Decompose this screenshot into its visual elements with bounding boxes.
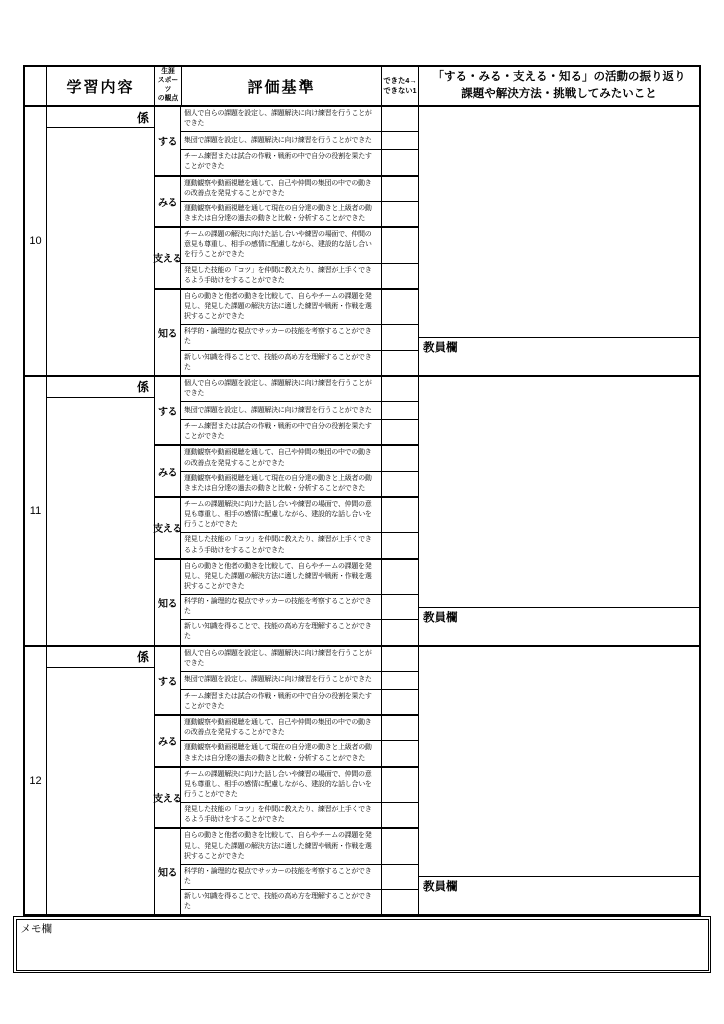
criteria-row [181,594,418,619]
learning-content-column [47,377,155,645]
perspective-group [155,226,418,288]
perspective-group-label: みる [155,716,181,766]
criteria-row [181,290,418,324]
rating-input-cell[interactable] [382,107,418,131]
criteria-row [181,889,418,914]
perspective-group-label: する [155,647,181,715]
criteria-row [181,107,418,131]
rating-input-cell[interactable] [382,647,418,671]
criteria-text: 運動観察や動画視聴を通して現在の自分達の動きと上級者の動きまたは自分達の過去の動きと比較・分析することができた [181,741,382,765]
criteria-rows [181,829,418,914]
criteria-row [181,149,418,174]
kakari-label: 係 [47,647,154,668]
criteria-row [181,471,418,496]
rating-input-cell[interactable] [382,690,418,714]
criteria-row [181,401,418,419]
month-block [25,377,699,647]
rating-input-cell[interactable] [382,150,418,174]
kakari-label: 係 [47,377,154,398]
perspective-group [155,444,418,496]
month-label: 11 [25,377,47,645]
criteria-rows [181,768,418,828]
month-block [25,107,699,377]
criteria-rows [181,647,418,715]
month-blocks-container [25,107,699,914]
rating-input-cell[interactable] [382,533,418,557]
criteria-row [181,864,418,889]
criteria-text: チームの課題解決に向けた話し合いや練習の場面で、仲間の意見も尊重し、相手の感情に配慮しながら、建設的な話し合いを行うことができた [181,768,382,802]
criteria-text: 発見した技能の「コツ」を仲間に教えたり、練習が上手くできるよう手助けをすることができた [181,533,382,557]
reflection-column-header: 「する・みる・支える・知る」の活動の振り返り 課題や解決方法・挑戦してみたいこと [432,71,686,100]
teacher-column-label: 教員欄 [423,341,458,354]
perspective-group-label: 知る [155,829,181,914]
criteria-text: チームの課題解決に向けた話し合いや練習の場面で、仲間の意見も尊重し、相手の感情に配慮しながら、建設的な話し合いを行うことができた [181,498,382,532]
learning-content-input-area[interactable] [47,398,154,645]
criteria-rows [181,446,418,496]
criteria-text: 個人で自らの課題を設定し、課題解決に向け練習を行うことができた [181,647,382,671]
perspective-group [155,377,418,445]
criteria-text: 集団で課題を設定し、課題解決に向け練習を行うことができた [181,132,382,149]
criteria-rows [181,290,418,375]
criteria-row [181,716,418,740]
memo-label: メモ欄 [20,922,52,935]
month-column-header [25,67,47,105]
rating-input-cell[interactable] [382,620,418,644]
teacher-column-label: 教員欄 [423,881,458,894]
criteria-row [181,350,418,375]
learning-content-input-area[interactable] [47,128,154,375]
reflection-column [419,107,699,375]
criteria-row [181,740,418,765]
criteria-rows [181,228,418,288]
rating-input-cell[interactable] [382,420,418,444]
perspective-group-label: する [155,377,181,445]
criteria-rows [181,107,418,175]
criteria-text: 発見した技能の「コツ」を仲間に教えたり、練習が上手くできるよう手助けをすることができた [181,264,382,288]
teacher-column-cell[interactable] [419,607,699,645]
criteria-rows [181,716,418,766]
evaluation-rubric-table [23,65,701,916]
criteria-rows [181,560,418,645]
criteria-text: チームの課題の解決に向けた話し合いや練習の場面で、仲間の意見も尊重し、相手の感情に配慮しながら、建設的な話し合いを行うことができた [181,228,382,262]
rating-input-cell[interactable] [382,560,418,594]
rating-input-cell[interactable] [382,741,418,765]
rating-input-cell[interactable] [382,498,418,532]
criteria-text: 新しい知識を得ることで、技能の高め方を理解することができた [181,351,382,375]
perspective-group [155,288,418,375]
criteria-text: 運動観察や動画視聴を通して現在の自分達の動きと上級者の動きまたは自分達の過去の動きと比較・分析することができた [181,202,382,226]
month-label: 12 [25,647,47,915]
criteria-row [181,647,418,671]
rating-input-cell[interactable] [382,472,418,496]
criteria-text: 発見した技能の「コツ」を仲間に教えたり、練習が上手くできるよう手助けをすることができた [181,803,382,827]
reflection-input-area[interactable] [419,377,699,607]
criteria-text: 運動観察や動画視聴を通して、自己や仲間の集団の中での動きの改善点を発見することができた [181,446,382,470]
learning-content-header: 学習内容 [47,67,155,105]
table-header-row [25,67,699,107]
rating-scale-header: できた4→ できない1 [382,67,419,105]
rating-input-cell[interactable] [382,803,418,827]
criteria-row [181,560,418,594]
criteria-row [181,498,418,532]
reflection-input-area[interactable] [419,107,699,337]
criteria-text: 新しい知識を得ることで、技能の高め方を理解することができた [181,890,382,914]
criteria-text: 運動観察や動画視聴を通して、自己や仲間の集団の中での動きの改善点を発見することができた [181,716,382,740]
perspective-group [155,558,418,645]
criteria-text: 運動観察や動画視聴を通して現在の自分達の動きと上級者の動きまたは自分達の過去の動きと比較・分析することができた [181,472,382,496]
perspective-group-label: 知る [155,290,181,375]
criteria-text: チーム練習または試合の作戦・戦術の中で自分の役割を果たすことができた [181,690,382,714]
teacher-column-label: 教員欄 [423,611,458,624]
perspective-group-label: 支える [155,498,181,558]
rating-input-cell[interactable] [382,446,418,470]
rating-input-cell[interactable] [382,351,418,375]
criteria-section [155,647,419,915]
memo-input-area[interactable] [16,919,709,971]
criteria-row [181,689,418,714]
rating-input-cell[interactable] [382,377,418,401]
perspective-group-label: 支える [155,768,181,828]
criteria-text: 運動観察や動画視聴を通して、自己や仲間の集団の中での動きの改善点を発見することができた [181,177,382,201]
teacher-column-cell[interactable] [419,876,699,914]
criteria-text: 科学的・論理的な視点でサッカーの技能を考察することができた [181,325,382,349]
rating-input-cell[interactable] [382,132,418,149]
rating-input-cell[interactable] [382,290,418,324]
reflection-column [419,377,699,645]
criteria-row [181,131,418,149]
perspective-group-label: 知る [155,560,181,645]
rating-input-cell[interactable] [382,177,418,201]
criteria-text: 自らの動きと他者の動きを比較して、自らやチームの課題を発見し、発見した課題の解決方法に適した練習や戦術・作戦を選択することができた [181,829,382,863]
reflection-input-area[interactable] [419,647,699,877]
perspective-group [155,766,418,828]
criteria-text: 集団で課題を設定し、課題解決に向け練習を行うことができた [181,672,382,689]
learning-content-input-area[interactable] [47,668,154,915]
rating-input-cell[interactable] [382,595,418,619]
perspective-group-label: 支える [155,228,181,288]
criteria-row [181,671,418,689]
rating-input-cell[interactable] [382,716,418,740]
criteria-text: 自らの動きと他者の動きを比較して、自らやチームの課題を発見し、発見した課題の解決方法に適した練習や戦術・作戦を選択することができた [181,290,382,324]
criteria-row [181,263,418,288]
learning-content-column [47,107,155,375]
reflection-column [419,647,699,915]
rating-input-cell[interactable] [382,890,418,914]
criteria-text: 自らの動きと他者の動きを比較して、自らやチームの課題を発見し、発見した課題の解決方法に適した練習や戦術・作戦を選択することができた [181,560,382,594]
criteria-section [155,107,419,375]
rating-input-cell[interactable] [382,202,418,226]
criteria-row [181,619,418,644]
lifelong-sports-perspective-header: 生涯 スポーツ の観点 [155,67,182,105]
perspective-group [155,714,418,766]
criteria-rows [181,177,418,227]
learning-content-column [47,647,155,915]
perspective-group-label: みる [155,446,181,496]
criteria-rows [181,377,418,445]
criteria-text: 科学的・論理的な視点でサッカーの技能を考察することができた [181,865,382,889]
kakari-label: 係 [47,107,154,128]
criteria-row [181,829,418,863]
perspective-group-label: する [155,107,181,175]
rating-input-cell[interactable] [382,768,418,802]
criteria-row [181,201,418,226]
perspective-group [155,175,418,227]
criteria-rows [181,498,418,558]
criteria-text: 新しい知識を得ることで、技能の高め方を理解することができた [181,620,382,644]
perspective-group-label: みる [155,177,181,227]
month-label: 10 [25,107,47,375]
criteria-row [181,768,418,802]
criteria-row [181,446,418,470]
perspective-group [155,107,418,175]
criteria-text: 個人で自らの課題を設定し、課題解決に向け練習を行うことができた [181,377,382,401]
perspective-group [155,496,418,558]
month-block [25,647,699,915]
criteria-text: チーム練習または試合の作戦・戦術の中で自分の役割を果たすことができた [181,150,382,174]
criteria-row [181,228,418,262]
criteria-section [155,377,419,645]
criteria-row [181,377,418,401]
rating-input-cell[interactable] [382,228,418,262]
criteria-text: 科学的・論理的な視点でサッカーの技能を考察することができた [181,595,382,619]
criteria-row [181,177,418,201]
criteria-row [181,532,418,557]
perspective-group [155,647,418,715]
criteria-text: 集団で課題を設定し、課題解決に向け練習を行うことができた [181,402,382,419]
rating-input-cell[interactable] [382,325,418,349]
rating-input-cell[interactable] [382,264,418,288]
criteria-row [181,419,418,444]
rating-input-cell[interactable] [382,829,418,863]
teacher-column-cell[interactable] [419,337,699,375]
rating-input-cell[interactable] [382,672,418,689]
criteria-text: 個人で自らの課題を設定し、課題解決に向け練習を行うことができた [181,107,382,131]
perspective-group [155,827,418,914]
rating-input-cell[interactable] [382,865,418,889]
evaluation-criteria-header: 評価基準 [182,67,382,105]
criteria-row [181,324,418,349]
memo-box [13,916,711,973]
criteria-text: チーム練習または試合の作戦・戦術の中で自分の役割を果たすことができた [181,420,382,444]
criteria-row [181,802,418,827]
rating-input-cell[interactable] [382,402,418,419]
